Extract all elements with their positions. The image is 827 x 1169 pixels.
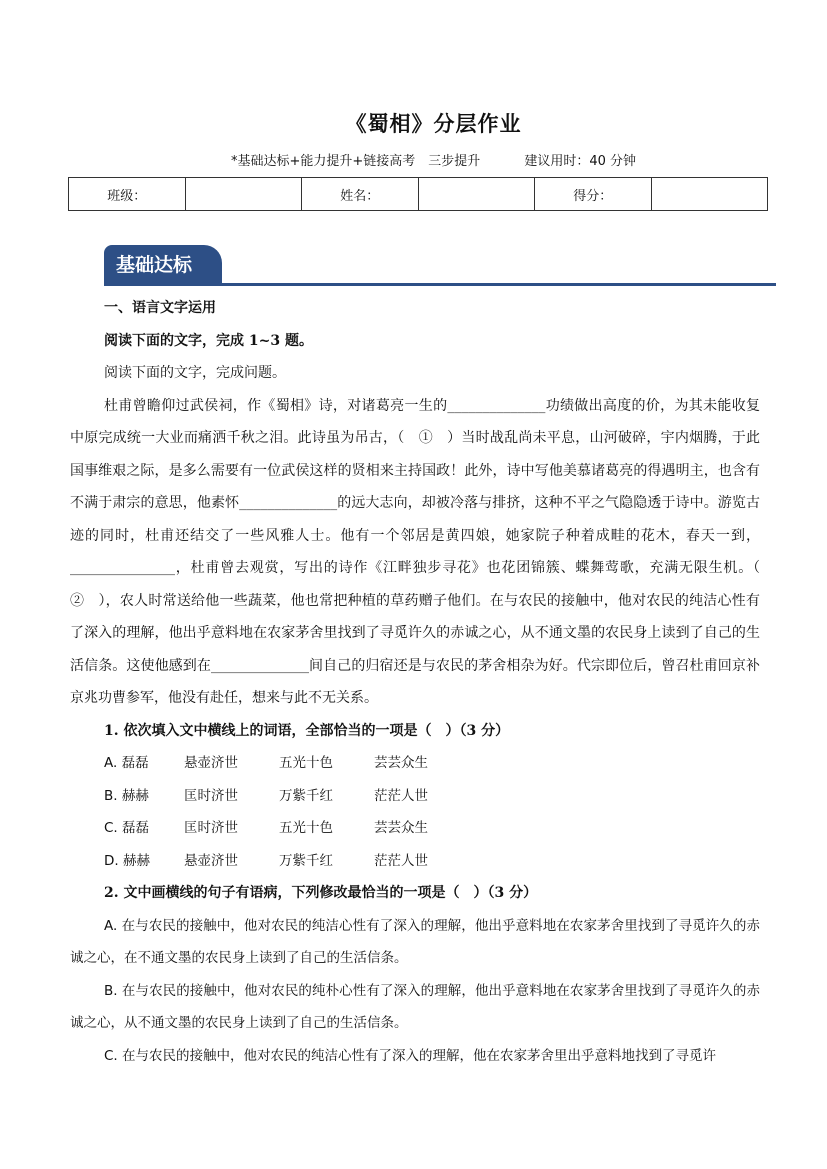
option-word: 悬壶济世 <box>184 852 238 869</box>
student-info-table <box>68 177 768 211</box>
section-tab: 基础达标 <box>104 245 222 283</box>
option-word: 万紫千红 <box>279 787 333 804</box>
subtitle-steps: *基础达标+能力提升+链接高考 三步提升 <box>230 154 481 169</box>
section-divider <box>104 283 776 286</box>
option-word: 五光十色 <box>279 820 333 836</box>
page-title: 《蜀相》分层作业 <box>345 111 522 136</box>
question-1-option-a[interactable] <box>70 747 760 780</box>
question-2-option-c[interactable]: C. 在与农民的接触中，他对农民的纯洁心性有了深入的理解，他在农家茅舍里出乎意料地找到了寻觅许 <box>104 1047 717 1064</box>
option-word: 芸芸众生 <box>374 820 428 836</box>
option-word: 万紫千红 <box>279 852 333 869</box>
instruction-plain: 阅读下面的文字，完成问题。 <box>104 365 286 381</box>
subtitle-time: 建议用时：40 分钟 <box>524 154 637 169</box>
option-word: D. 赫赫 <box>104 852 150 869</box>
option-word: 匡时济世 <box>184 820 238 836</box>
page-subtitle <box>0 150 827 169</box>
question-1-option-b[interactable] <box>70 780 760 813</box>
part-heading: 一、语言文字运用 <box>104 300 216 316</box>
reading-passage: 杜甫曾瞻仰过武侯祠，作《蜀相》诗，对诸葛亮一生的______________功绩做出高度的价，为其未能收复中原完成统一大业而痛洒千秋之泪。此诗虽为吊古，（ ① ）当时战乱尚未平息，山河破碎，宇内烟腾，于此国事维艰之际，是多么需要有一位武侯这样的贤相来主持国政！此外，诗中写他美慕诸葛亮的得遇明主，也含有不满于肃宗的意思，他素怀______________的远大志向，却被冷落与排挤，这种不平之气隐隐透于诗中。游览古迹的同时，杜甫还结交了一些风雅人士。他有一个邻居是黄四娘，她家院子种着成畦的花木，春天一到，_______________，杜甫曾去观赏，写出的诗作《江畔独步寻花》也花团锦簇、蝶舞莺歌，充满无限生机。（ ② ），农人时常送给他一些蔬菜，他也常把种植的草药赠子他们。在与农民的接触中，他对农民的纯洁心性有了深入的理解，他出乎意料地在农家茅舍里找到了寻觅许久的赤诚之心，从不通文墨的农民身上读到了自己的生活信条。这使他感到在______________间自己的归宿还是与农民的茅舍相杂为好。代宗即位后，曾召杜甫回京补京兆功曹参军，他没有赴任，想来与此不无关系。 <box>70 397 774 706</box>
name-label: 姓名： <box>302 178 419 211</box>
option-word: 五光十色 <box>279 755 333 771</box>
question-1-stem: 1. 依次填入文中横线上的词语，全部恰当的一项是（ ）（3 分） <box>104 722 510 739</box>
option-word: 芸芸众生 <box>374 755 428 771</box>
option-word: 匡时济世 <box>184 787 238 804</box>
name-field[interactable] <box>418 178 535 211</box>
question-2-option-a[interactable]: A. 在与农民的接触中，他对农民的纯洁心性有了深入的理解，他出乎意料地在农家茅舍里找到了寻觅许久的赤诚之心，在不通文墨的农民身上读到了自己的生活信条。 <box>70 917 760 966</box>
score-label: 得分： <box>535 178 652 211</box>
option-word: C. 磊磊 <box>104 820 150 836</box>
option-word: 茫茫人世 <box>374 787 428 804</box>
class-field[interactable] <box>185 178 302 211</box>
question-1-option-c[interactable] <box>70 812 760 845</box>
score-field[interactable] <box>651 178 768 211</box>
content-body <box>70 292 774 1072</box>
question-1-option-d[interactable] <box>70 845 760 878</box>
option-word: A. 磊磊 <box>104 755 149 771</box>
question-2-stem: 2. 文中画横线的句子有语病，下列修改最恰当的一项是（ ）（3 分） <box>104 885 538 901</box>
instruction-bold: 阅读下面的文字，完成 1~3 题。 <box>104 332 313 349</box>
class-label: 班级： <box>69 178 186 211</box>
option-word: 悬壶济世 <box>184 755 238 771</box>
question-2-option-b[interactable]: B. 在与农民的接触中，他对农民的纯朴心性有了深入的理解，他出乎意料地在农家茅舍里找到了寻觅许久的赤诚之心，从不通文墨的农民身上读到了自己的生活信条。 <box>70 982 760 1031</box>
option-word: 茫茫人世 <box>374 852 428 869</box>
option-word: B. 赫赫 <box>104 787 149 804</box>
